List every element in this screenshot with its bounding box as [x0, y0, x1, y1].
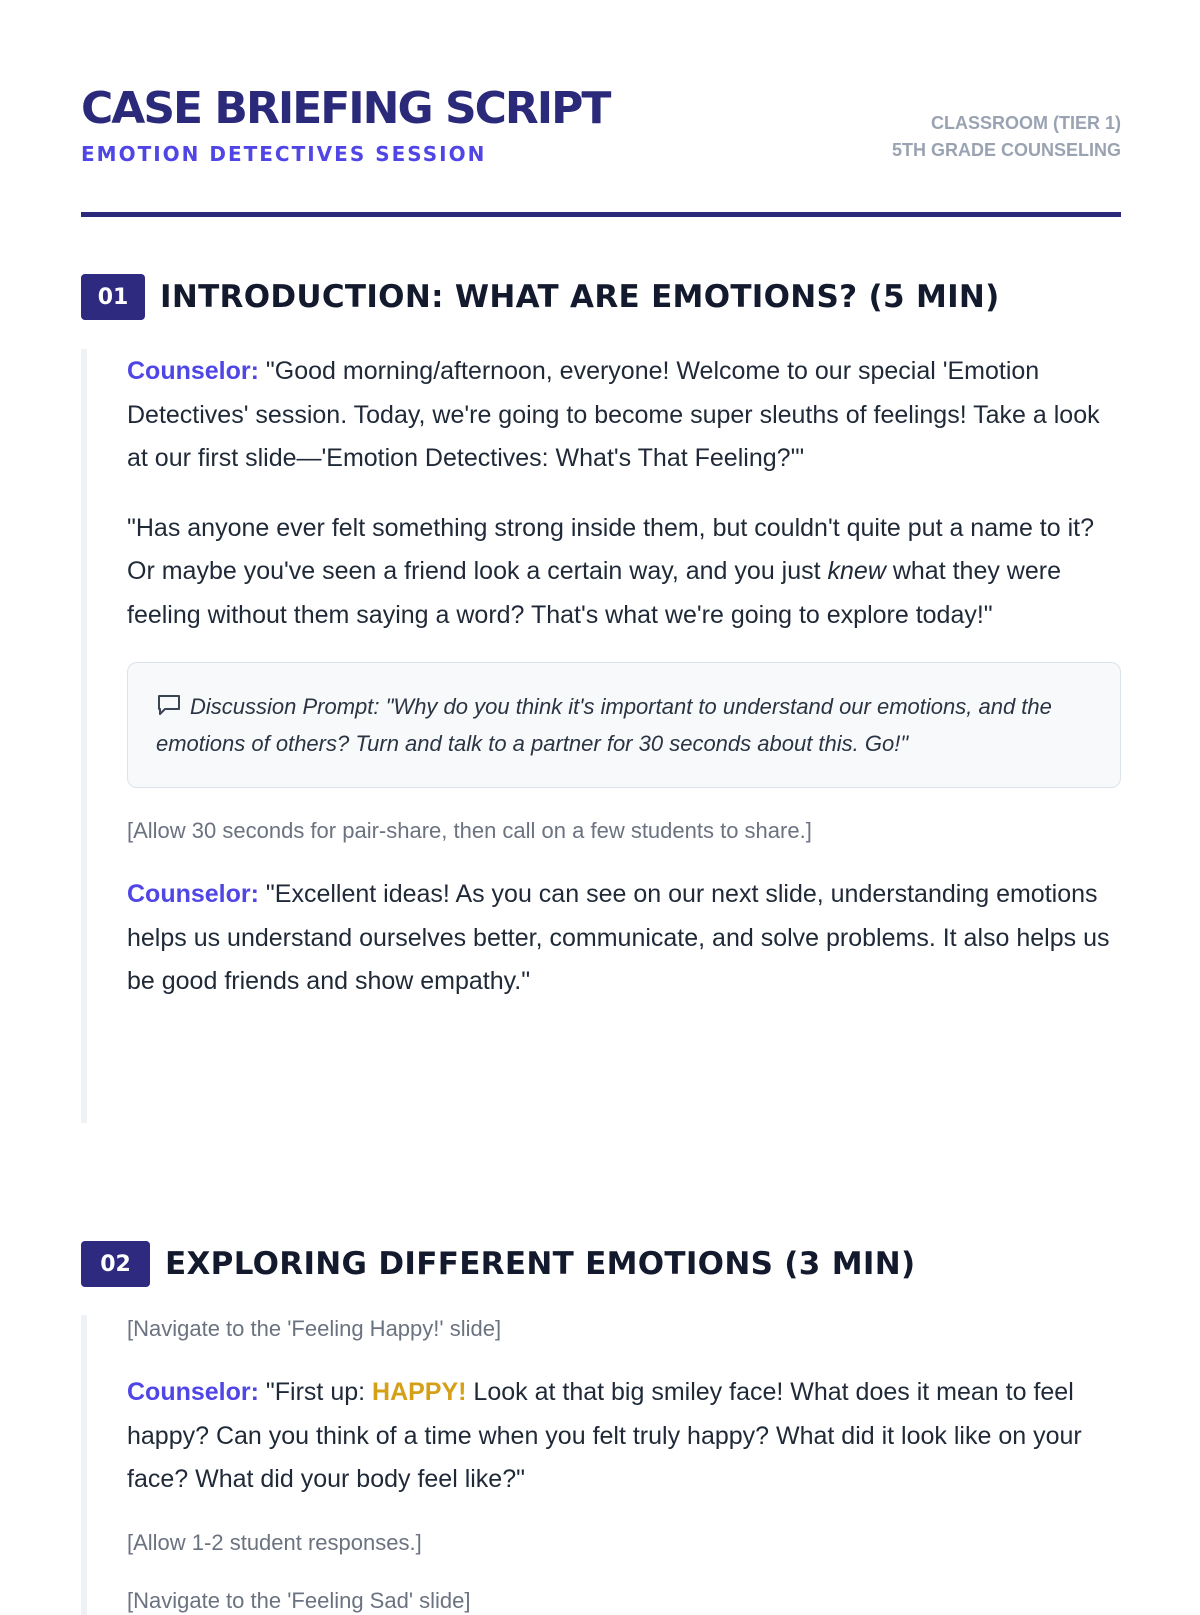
speaker-label: Counselor: [127, 880, 259, 908]
section-title: EXPLORING DIFFERENT EMOTIONS (3 MIN) [165, 1246, 916, 1282]
section-number-badge: 01 [81, 274, 145, 320]
script-text: what they were feeling without them saying a word? That's what we're going to explore today!" [127, 557, 1061, 629]
chat-bubble-icon [156, 693, 182, 727]
meta-setting: CLASSROOM (TIER 1) [930, 113, 1121, 133]
stage-direction: [Allow 1-2 student responses.] [127, 1529, 422, 1555]
emotion-highlight-happy: HAPPY! [372, 1378, 467, 1406]
page-title: CASE BRIEFING SCRIPT [81, 83, 610, 134]
speaker-label: Counselor: [127, 1378, 259, 1406]
discussion-prompt-text: Discussion Prompt: "Why do you think it's important to understand our emotions, and the emotions of others? Turn and talk to a partner for 30 seconds about this. Go!" [156, 694, 1052, 756]
document-header [81, 84, 1121, 166]
section-02-header [81, 1241, 915, 1287]
emphasis-text: knew [827, 557, 886, 585]
script-text: "Has anyone ever felt something strong inside them, but couldn't quite put a name to it? Or maybe you've seen a friend look a certain way, and you just [127, 513, 1094, 585]
section-title: INTRODUCTION: WHAT ARE EMOTIONS? (5 MIN) [160, 279, 1000, 315]
script-paragraph [127, 873, 1121, 1004]
script-paragraph [127, 350, 1121, 481]
script-paragraph [127, 1371, 1121, 1502]
script-text: "Good morning/afternoon, everyone! Welcome to our special 'Emotion Detectives' session. Today, we're going to become super sleuths of feelings! Take a look at our first slide—'Emotion Detectives: What's That Feeling?'" [127, 357, 1100, 472]
script-text: "First up: [258, 1378, 373, 1406]
meta-grade: 5TH GRADE COUNSELING [891, 140, 1121, 160]
discussion-prompt [156, 690, 1092, 760]
script-paragraph [127, 507, 1121, 638]
speaker-label: Counselor: [127, 357, 259, 385]
stage-direction: [Allow 30 seconds for pair-share, then call on a few students to share.] [127, 818, 812, 843]
section-02-body [81, 1315, 1121, 1615]
discussion-prompt-box [127, 662, 1121, 788]
script-text: Look at that big smiley face! What does it mean to feel happy? Can you think of a time when you felt truly happy? What did it look like on your face? What did your body feel like?" [127, 1378, 1082, 1493]
section-01-header [81, 274, 1000, 320]
section-01-body [81, 349, 1121, 1123]
document-meta [892, 110, 1121, 166]
stage-direction: [Navigate to the 'Feeling Happy!' slide] [127, 1316, 502, 1341]
script-text: "Excellent ideas! As you can see on our next slide, understanding emotions helps us understand ourselves better, communicate, and solve problems. It also helps us be good friends and show empathy." [127, 880, 1110, 995]
title-block [81, 84, 609, 166]
page-subtitle: EMOTION DETECTIVES SESSION [81, 142, 487, 166]
stage-direction: [Navigate to the 'Feeling Sad' slide] [127, 1587, 471, 1613]
section-number-badge: 02 [81, 1241, 150, 1287]
header-divider [81, 212, 1121, 217]
